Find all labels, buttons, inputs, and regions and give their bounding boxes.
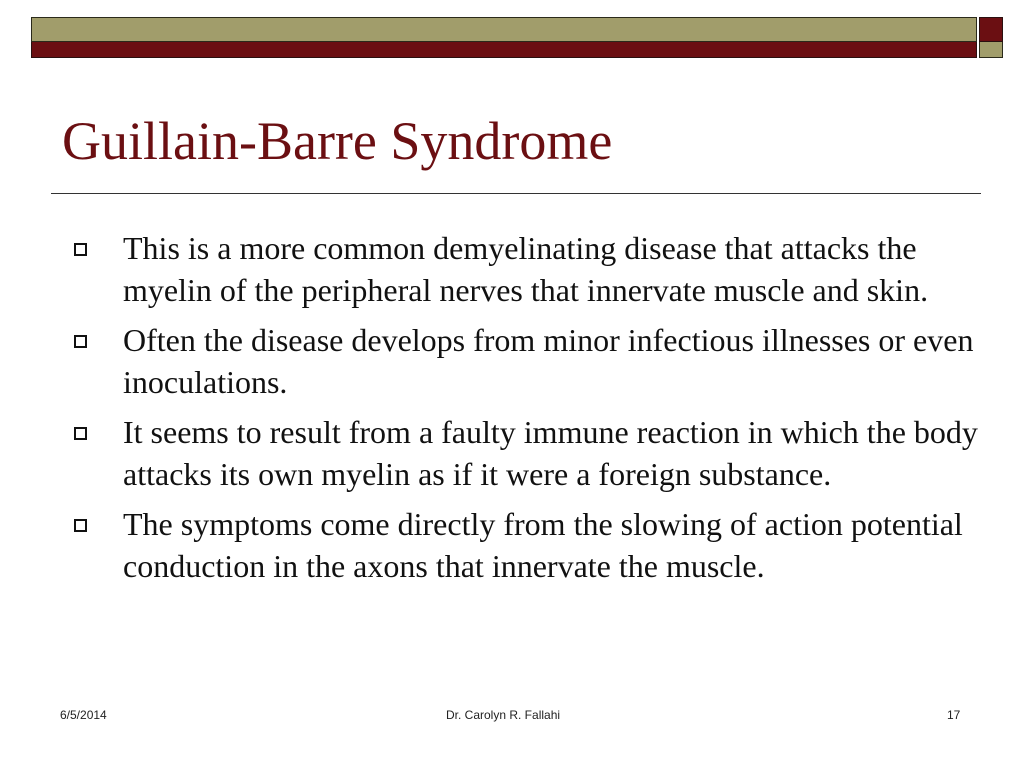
bullet-list (70, 227, 990, 595)
bullet-text: Often the disease develops from minor infectious illnesses or even inoculations. (123, 322, 974, 400)
footer-date: 6/5/2014 (60, 708, 107, 722)
hollow-square-bullet-icon (74, 243, 87, 256)
hollow-square-bullet-icon (74, 335, 87, 348)
slide-title: Guillain-Barre Syndrome (62, 111, 613, 171)
bullet-text: This is a more common demyelinating disease that attacks the myelin of the peripheral nerves that innervate muscle and skin. (123, 230, 929, 308)
bullet-text: It seems to result from a faulty immune reaction in which the body attacks its own myelin as if it were a foreign substance. (123, 414, 978, 492)
slide-number: 17 (947, 708, 961, 722)
bullet-item (70, 411, 990, 495)
hollow-square-bullet-icon (74, 427, 87, 440)
footer-author: Dr. Carolyn R. Fallahi (446, 708, 561, 722)
hollow-square-bullet-icon (74, 519, 87, 532)
title-divider (51, 193, 981, 194)
bullet-item (70, 227, 990, 311)
header-olive-bar (31, 17, 977, 42)
header-maroon-square (979, 17, 1003, 42)
header-olive-square (979, 42, 1003, 58)
bullet-text: The symptoms come directly from the slowing of action potential conduction in the axons that innervate the muscle. (123, 506, 963, 584)
bullet-item (70, 319, 990, 403)
header-maroon-bar (31, 42, 977, 58)
bullet-item (70, 503, 990, 587)
